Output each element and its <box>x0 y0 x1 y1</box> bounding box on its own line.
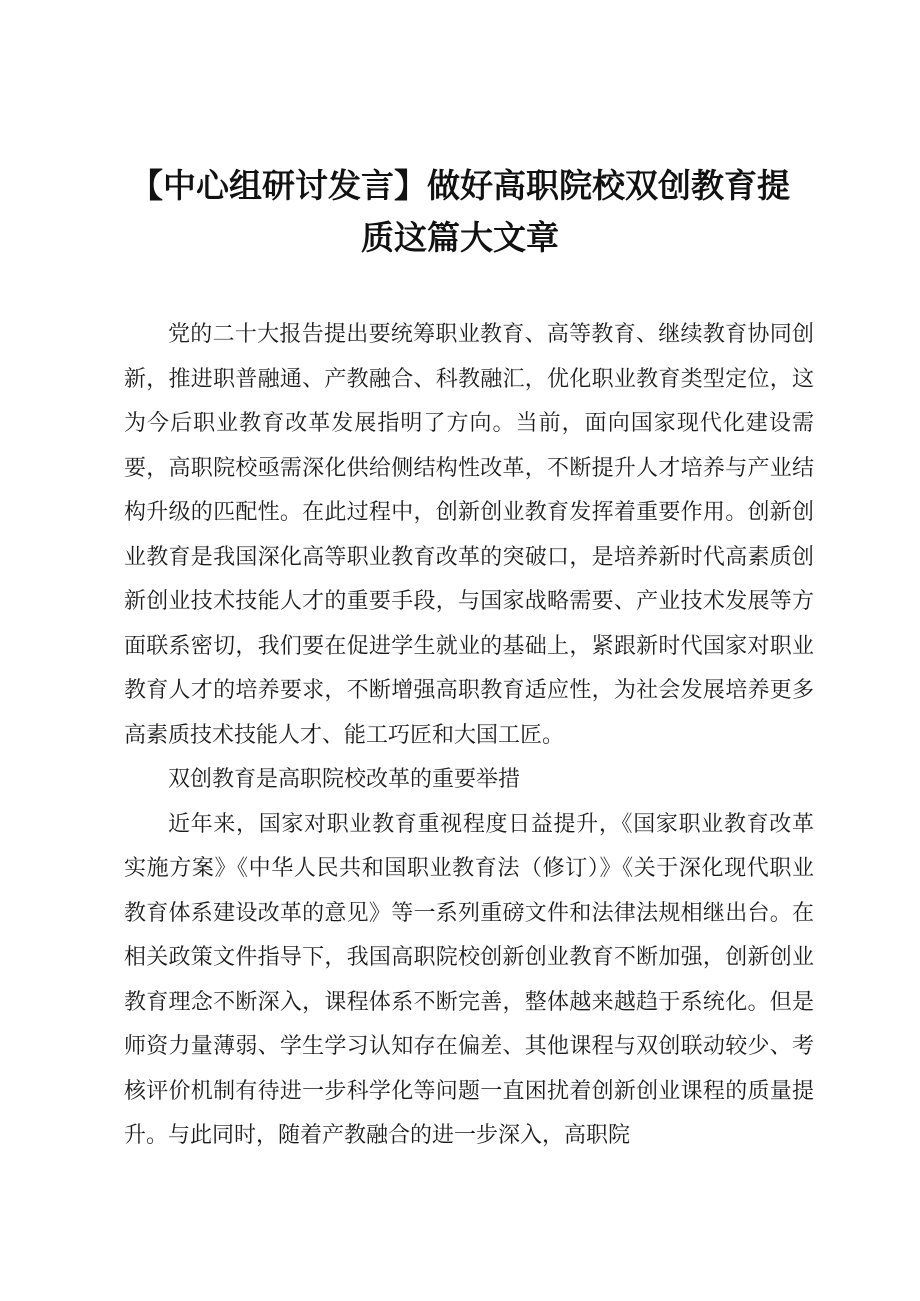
document-title <box>100 160 820 264</box>
document-body <box>124 313 814 1159</box>
title-line-2: 质这篇大文章 <box>361 218 559 257</box>
paragraph-section-1: 近年来，国家对职业教育重视程度日益提升，《国家职业教育改革实施方案》《中华人民共和国职业教育法（修订）》《关于深化现代职业教育体系建设改革的意见》等一系列重磅文件和法律法规相继出台。在相关政策文件指导下，我国高职院校创新创业教育不断加强，创新创业教育理念不断深入，课程体系不断完善，整体越来越趋于系统化。但是师资力量薄弱、学生学习认知存在偏差、其他课程与双创联动较少、考核评价机制有待进一步科学化等问题一直困扰着创新创业课程的质量提升。与此同时，随着产教融合的进一步深入，高职院 <box>124 811 814 1148</box>
section-heading: 双创教育是高职院校改革的重要举措 <box>168 767 521 792</box>
paragraph-intro: 党的二十大报告提出要统筹职业教育、高等教育、继续教育协同创新，推进职普融通、产教融合、科教融汇，优化职业教育类型定位，这为今后职业教育改革发展指明了方向。当前，面向国家现代化建设需要，高职院校亟需深化供给侧结构性改革，不断提升人才培养与产业结构升级的匹配性。在此过程中，创新创业教育发挥着重要作用。创新创业教育是我国深化高等职业教育改革的突破口，是培养新时代高素质创新创业技术技能人才的重要手段，与国家战略需要、产业技术发展等方面联系密切，我们要在促进学生就业的基础上，紧跟新时代国家对职业教育人才的培养要求，不断增强高职教育适应性，为社会发展培养更多高素质技术技能人才、能工巧匠和大国工匠。 <box>124 322 814 748</box>
title-line-1: 【中心组研讨发言】做好高职院校双创教育提 <box>130 166 790 205</box>
